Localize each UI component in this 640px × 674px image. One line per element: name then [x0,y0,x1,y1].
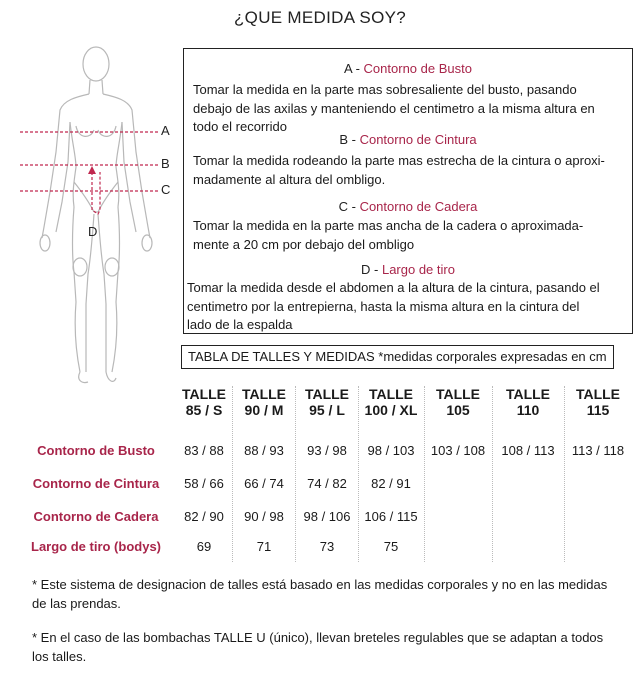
size-header-90: TALLE 90 / M [241,386,287,418]
figure-label-c: C [161,182,171,197]
mannequin-outline [40,47,152,383]
footnote-bombachas: * En el caso de las bombachas TALLE U (único), llevan breteles regulables que se adaptan a todos los talles. [32,630,604,664]
section-title-rise: D - Largo de tiro [361,262,455,277]
size-header-110: TALLE 110 [505,386,551,418]
row-label-hip: Contorno de Cadera [33,509,159,524]
page-title: ¿QUE MEDIDA SOY? [233,8,406,27]
rise-measure-line [92,172,100,214]
table-cell: 113 / 118 [571,443,625,458]
rise-arrow-icon [88,166,96,174]
section-text-rise: Tomar la medida desde el abdomen a la altura de la cintura, pasando el centimetro por la entrepierna, hasta la misma altura en la cintura del lado de la espalda [187,280,600,332]
table-caption: TABLA DE TALLES Y MEDIDAS *medidas corporales expresadas en cm [181,345,614,369]
row-label-rise: Largo de tiro (bodys) [31,539,161,554]
table-cell: 75 [383,539,399,554]
section-title-waist: B - Contorno de Cintura [339,132,477,147]
size-header-105: TALLE 105 [435,386,481,418]
table-cell: 82 / 90 [184,509,224,524]
table-cell: 98 / 106 [303,509,351,524]
section-title-bust: A - Contorno de Busto [344,61,472,76]
size-header-85: TALLE 85 / S [181,386,227,418]
body-figure [20,42,180,390]
measure-instructions-box [183,48,633,334]
section-text-bust: Tomar la medida en la parte mas sobresaliente del busto, pasando debajo de las axilas y manteniendo el centimetro a la misma altura en todo el recorrido [193,82,595,134]
row-label-waist: Contorno de Cintura [32,476,160,491]
table-cell: 73 [319,539,335,554]
column-divider [232,386,233,562]
table-cell: 106 / 115 [364,509,418,524]
table-cell: 69 [196,539,212,554]
section-text-hip: Tomar la medida en la parte mas ancha de la cadera o aproximada- mente a 20 cm por debajo del ombligo [193,218,584,252]
section-title-hip: C - Contorno de Cadera [338,199,478,214]
figure-label-a: A [161,123,170,138]
table-cell: 88 / 93 [244,443,284,458]
figure-label-b: B [161,156,170,171]
column-divider [295,386,296,562]
table-cell: 108 / 113 [501,443,555,458]
table-cell: 66 / 74 [244,476,284,491]
section-text-waist: Tomar la medida rodeando la parte mas estrecha de la cintura o aproxi- madamente al altura del ombligo. [193,153,605,187]
table-cell: 74 / 82 [307,476,347,491]
table-cell: 98 / 103 [367,443,415,458]
table-cell: 83 / 88 [184,443,224,458]
size-header-95: TALLE 95 / L [304,386,350,418]
table-cell: 82 / 91 [371,476,411,491]
table-cell: 58 / 66 [184,476,224,491]
table-cell: 93 / 98 [307,443,347,458]
figure-label-d: D [88,224,98,239]
table-cell: 90 / 98 [244,509,284,524]
table-cell: 71 [256,539,272,554]
footnote-sizing-system: * Este sistema de designacion de talles está basado en las medidas corporales y no en las medidas de las prendas. [32,577,608,611]
size-header-100: TALLE 100 / XL [364,386,418,418]
size-header-115: TALLE 115 [575,386,621,418]
table-cell: 103 / 108 [430,443,486,458]
row-label-bust: Contorno de Busto [37,443,155,458]
